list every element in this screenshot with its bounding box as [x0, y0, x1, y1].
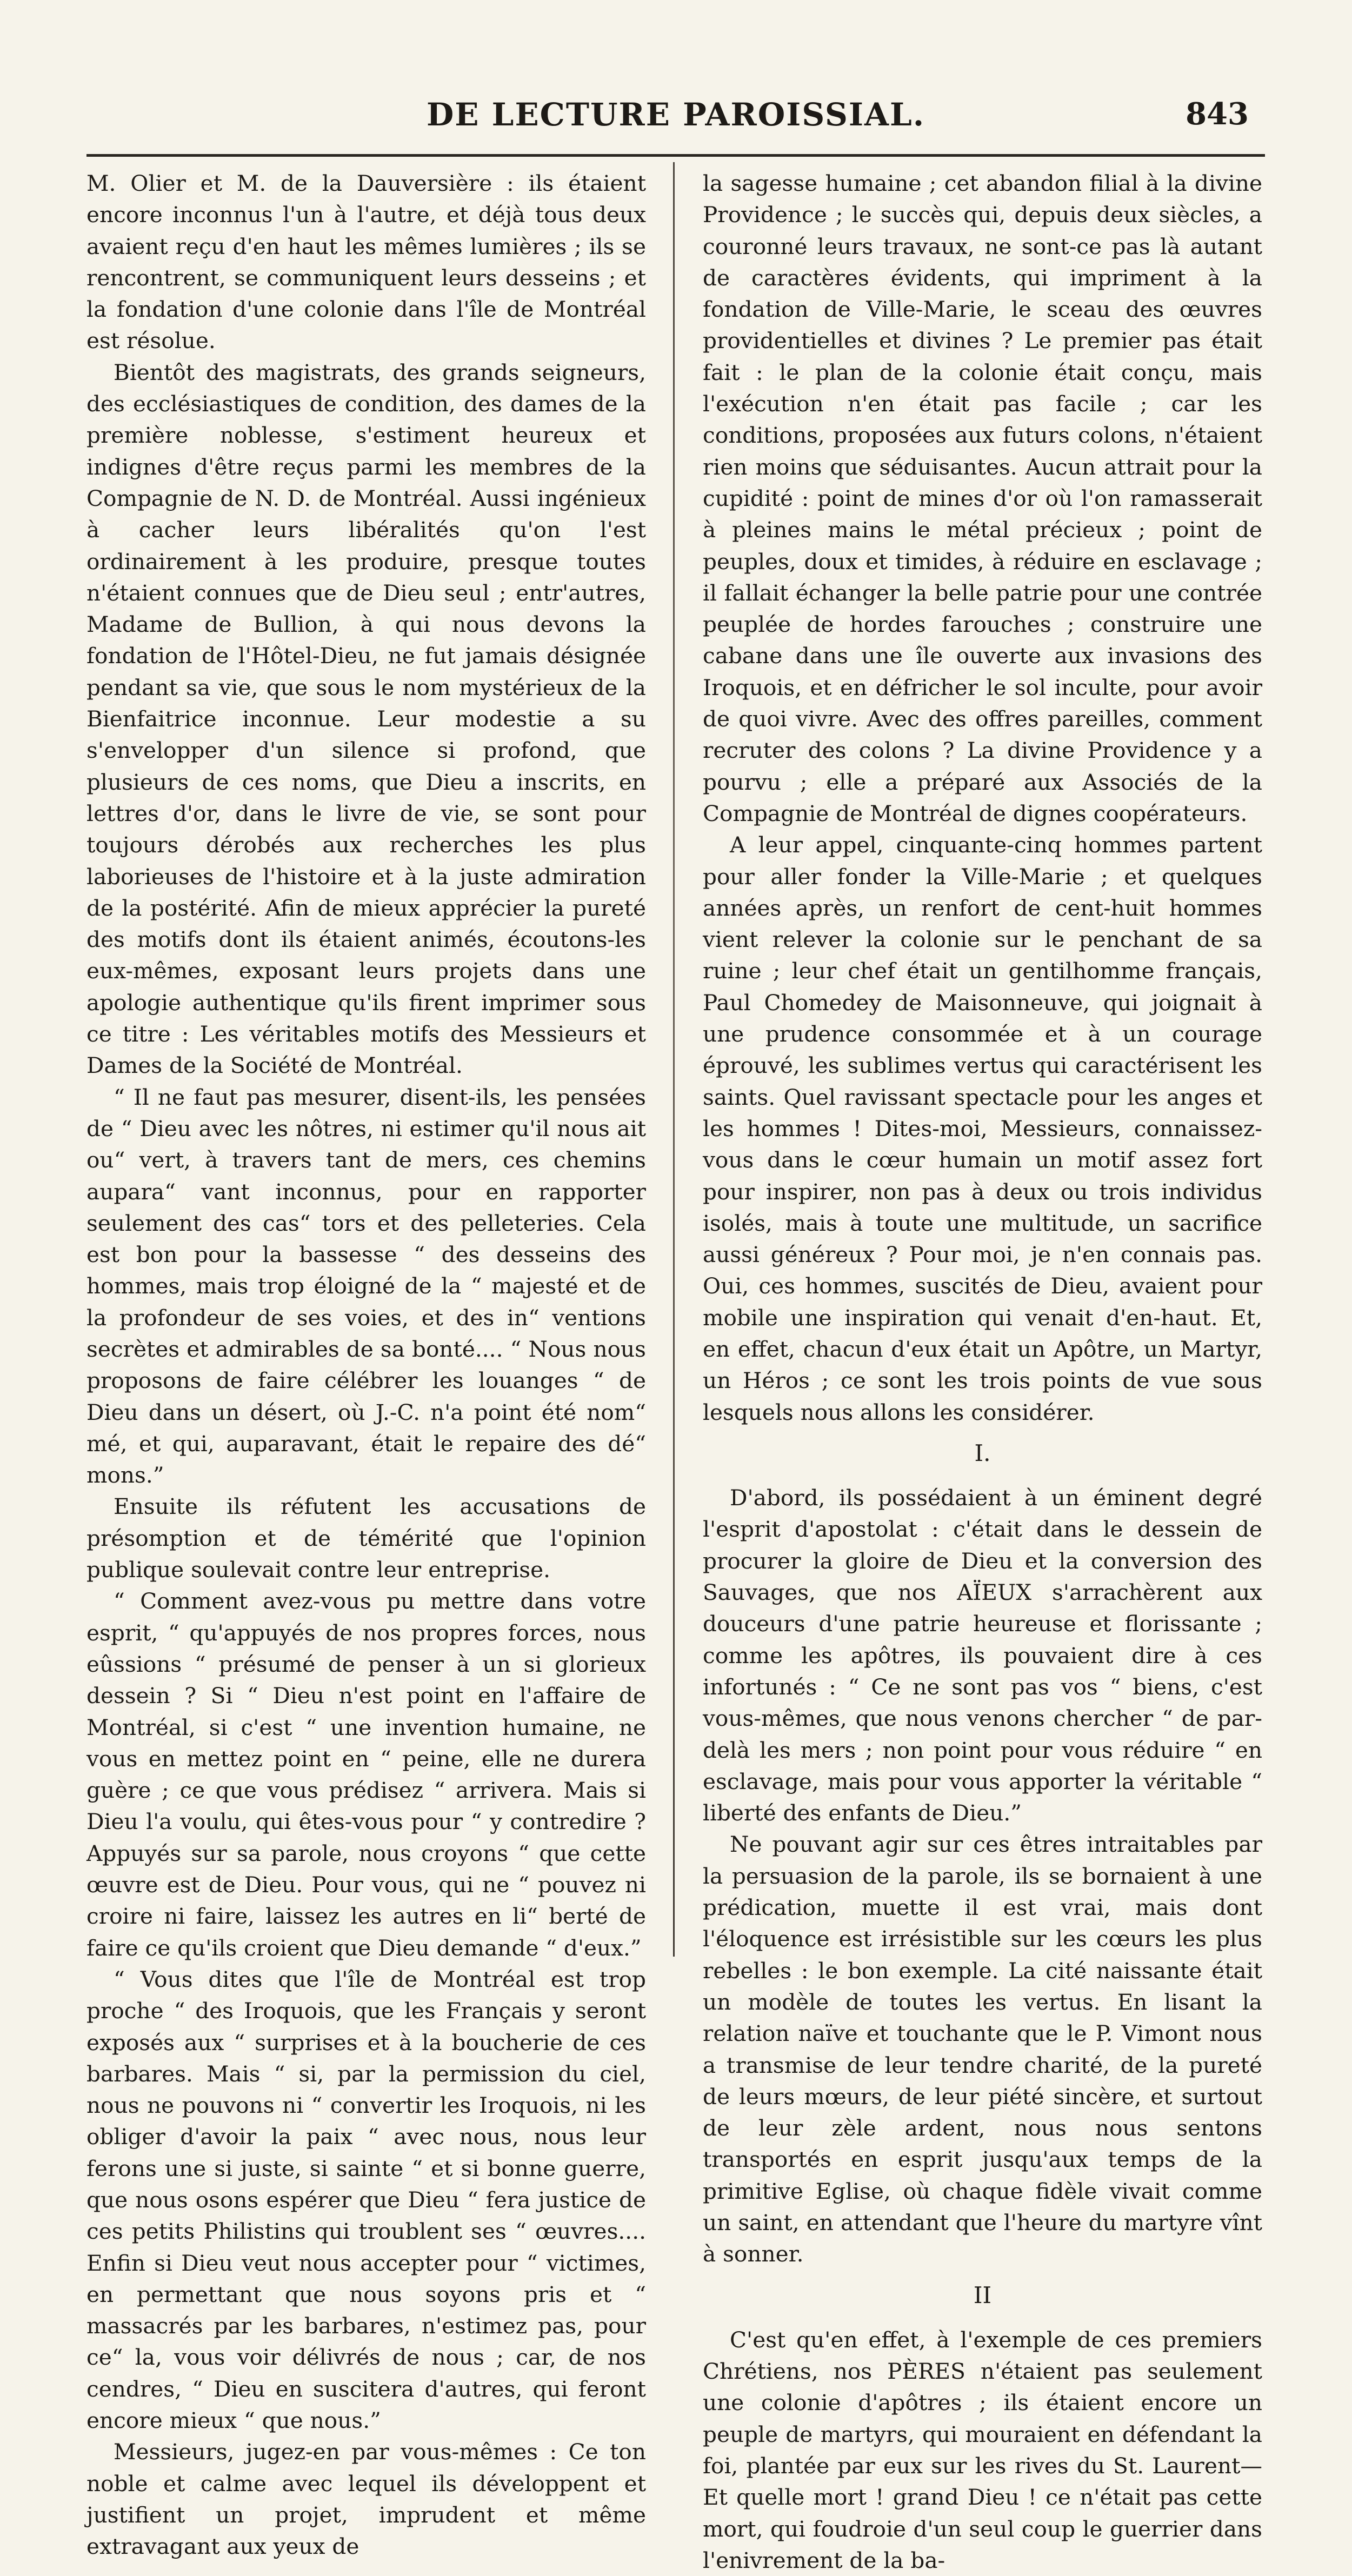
section-heading: II [973, 2281, 992, 2308]
paragraph: C'est qu'en effet, à l'exemple de ces premiers Chrétiens, nos PÈRES n'étaient pas seulement une colonie d'apôtres ; ils étaient encore un peuple de martyrs, qui mouraient en défendant la foi, plantée par eux sur les rives du St. Laurent—Et quelle mort ! grand Dieu ! ce n'était pas cette mort, qui foudroie d'un seul coup le guerrier dans l'enivrement de la ba- [703, 2326, 1262, 2573]
paragraph: D'abord, ils possédaient à un éminent degré l'esprit d'apostolat : c'était dans le dessein de procurer la gloire de Dieu et la conversion des Sauvages, que nos AÏEUX s'arrachèrent aux douceurs d'une patrie heureuse et florissante ; comme les apôtres, ils pouvaient dire à ces infortunés : “ Ce ne sont pas vos “ biens, c'est vous-mêmes, que nous venons chercher “ de par-delà les mers ; non point pour vous réduire “ en esclavage, mais pour vous apporter la véritable “ liberté des enfants de Dieu.” [703, 1485, 1262, 1826]
quotation: “ Vous dites que l'île de Montréal est trop proche “ des Iroquois, que les Français y seront exposés aux “ surprises et à la boucherie de ces barbares. Mais “ si, par la permission du ciel, nous ne pouvons ni “ convertir les Iroquois, ni les obliger d'avoir la paix “ avec nous, nous leur ferons une si juste, si sainte “ et si bonne guerre, que nous osons espérer que Dieu “ fera justice de ces petits Philistins qui troublent ses “ œuvres.... Enfin si Dieu veut nous accepter pour “ victimes, en permettant que nous soyons pris et “ massacrés par les barbares, n'estimez pas, pour ce“ la, vous voir délivrés de nous ; car, de nos cendres, “ Dieu en suscitera d'autres, qui feront encore mieux “ que nous.” [86, 1966, 646, 2434]
paragraph: A leur appel, cinquante-cinq hommes partent pour aller fonder la Ville-Marie ; et quelques années après, un renfort de cent-huit hommes vient relever la colonie sur le penchant de sa ruine ; leur chef était un gentilhomme français, Paul Chomedey de Maisonneuve, qui joignait à une prudence consommée et à un courage éprouvé, les sublimes vertus qui caractérisent les saints. Quel ravissant spectacle pour les anges et les hommes ! Dites-moi, Messieurs, connaissez-vous dans le cœur humain un motif assez fort pour inspirer, non pas à deux ou trois individus isolés, mais à toute une multitude, un sacrifice aussi généreux ? Pour moi, je n'en connais pas. Oui, ces hommes, suscités de Dieu, avaient pour mobile une inspiration qui venait d'en-haut. Et, en effet, chacun d'eux était un Apôtre, un Martyr, un Héros ; ce sont les trois points de vue sous lesquels nous allons les considérer. [703, 832, 1262, 1425]
page-header [86, 92, 1265, 141]
section-heading: I. [974, 1439, 991, 1466]
right-column [703, 168, 1262, 2573]
paragraph: M. Olier et M. de la Dauversière : ils étaient encore inconnus l'un à l'autre, et déjà tous deux avaient reçu d'en haut les mêmes lumières ; ils se rencontrent, se communiquent leurs desseins ; et la fondation d'une colonie dans l'île de Montréal est résolue. [86, 170, 646, 354]
header-rule [86, 154, 1265, 157]
column-divider [673, 162, 675, 1957]
quotation: “ Comment avez-vous pu mettre dans votre esprit, “ qu'appuyés de nos propres forces, nous eûssions “ présumé de penser à un si glorieux dessein ? Si “ Dieu n'est point en l'affaire de Montréal, si c'est “ une invention humaine, ne vous en mettez point en “ peine, elle ne durera guère ; ce que vous prédisez “ arrivera. Mais si Dieu l'a voulu, qui êtes-vous pour “ y contredire ? Appuyés sur sa parole, nous croyons “ que cette œuvre est de Dieu. Pour vous, qui ne “ pouvez ni croire ni faire, laissez les autres en li“ berté de faire ce qu'ils croient que Dieu demande “ d'eux.” [86, 1588, 646, 1961]
paragraph: la sagesse humaine ; cet abandon filial à la divine Providence ; le succès qui, depuis deux siècles, a couronné leurs travaux, ne sont-ce pas là autant de caractères évidents, qui impriment à la fondation de Ville-Marie, le sceau des œuvres providentielles et divines ? Le premier pas était fait : le plan de la colonie était conçu, mais l'exécution n'en était pas facile ; car les conditions, proposées aux futurs colons, n'étaient rien moins que séduisantes. Aucun attrait pour la cupidité : point de mines d'or où l'on ramasserait à pleines mains le métal précieux ; point de peuples, doux et timides, à réduire en esclavage ; il fallait échanger la belle patrie pour une contrée peuplée de hordes farouches ; construire une cabane dans une île ouverte aux invasions des Iroquois, et en défricher le sol inculte, pour avoir de quoi vivre. Avec des offres pareilles, comment recruter des colons ? La divine Providence y a pourvu ; elle a préparé aux Associés de la Compagnie de Montréal de dignes coopérateurs. [703, 170, 1262, 826]
page-number: 843 [1186, 96, 1249, 132]
paragraph: Messieurs, jugez-en par vous-mêmes : Ce ton noble et calme avec lequel ils développent et justifient un projet, imprudent et même extravagant aux yeux de [86, 2439, 646, 2560]
quotation: “ Il ne faut pas mesurer, disent-ils, les pensées de “ Dieu avec les nôtres, ni estimer qu'il nous ait ou“ vert, à travers tant de mers, ces chemins aupara“ vant inconnus, pour en rapporter seulement des cas“ tors et des pelleteries. Cela est bon pour la bassesse “ des desseins des hommes, mais trop éloigné de la “ majesté et de la profondeur de ses voies, et des in“ ventions secrètes et admirables de sa bonté.... “ Nous nous proposons de faire célébrer les louanges “ de Dieu dans un désert, où J.-C. n'a point été nom“ mé, et qui, auparavant, était le repaire des dé“ mons.” [86, 1084, 646, 1489]
running-title: DE LECTURE PAROISSIAL. [426, 96, 925, 133]
paragraph: Ne pouvant agir sur ces êtres intraitables par la persuasion de la parole, ils se bornaient à une prédication, muette il est vrai, mais dont l'éloquence est irrésistible sur les cœurs les plus rebelles : le bon exemple. La cité naissante était un modèle de toutes les vertus. En lisant la relation naïve et touchante que le P. Vimont nous a transmise de leur tendre charité, de la pureté de leurs mœurs, de leur piété sincère, et surtout de leur zèle ardent, nous nous sentons transportés en esprit jusqu'aux temps de la primitive Eglise, où chaque fidèle vivait comme un saint, en attendant que l'heure du martyre vînt à sonner. [703, 1831, 1262, 2267]
paragraph: Ensuite ils réfutent les accusations de présomption et de témérité que l'opinion publique soulevait contre leur entreprise. [86, 1493, 646, 1583]
left-column [86, 168, 646, 2560]
paragraph: Bientôt des magistrats, des grands seigneurs, des ecclésiastiques de condition, des dames de la première noblesse, s'estiment heureux et indignes d'être reçus parmi les membres de la Compagnie de N. D. de Montréal. Aussi ingénieux à cacher leurs libéralités qu'on l'est ordinairement à les produire, presque toutes n'étaient connues que de Dieu seul ; entr'autres, Madame de Bullion, à qui nous devons la fondation de l'Hôtel-Dieu, ne fut jamais désignée pendant sa vie, que sous le nom mystérieux de la Bienfaitrice inconnue. Leur modestie a su s'envelopper d'un silence si profond, que plusieurs de ces noms, que Dieu a inscrits, en lettres d'or, dans le livre de vie, se sont pour toujours dérobés aux recherches les plus laborieuses de l'histoire et à la juste admiration de la postérité. Afin de mieux apprécier la pureté des motifs dont ils étaient animés, écoutons-les eux-mêmes, exposant leurs projets dans une apologie authentique qu'ils firent imprimer sous ce titre : Les véritables motifs des Messieurs et Dames de la Société de Montréal. [86, 359, 646, 1079]
